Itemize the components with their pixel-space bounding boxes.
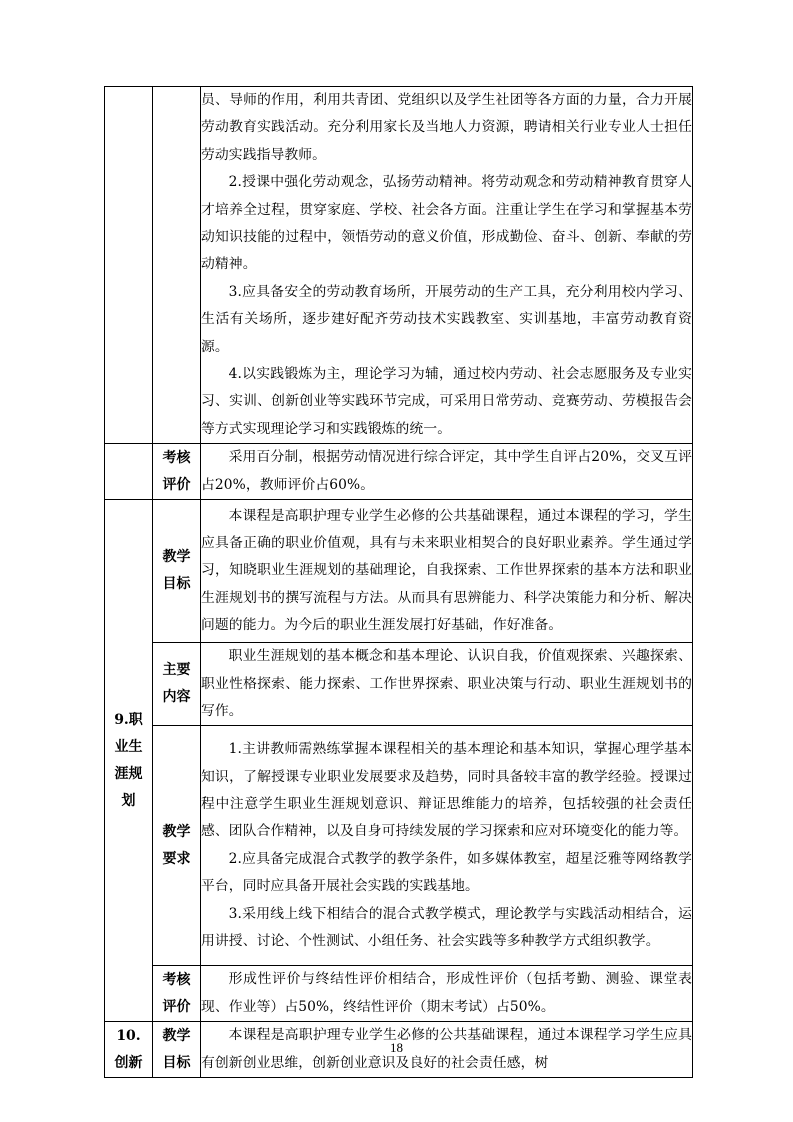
content-cell <box>201 643 693 726</box>
row-label <box>153 643 201 726</box>
paragraph: 4.以实践锻炼为主，理论学习为辅，通过校内劳动、社会志愿服务及专业实习、实训、创新创业等实践环节完成，可采用日常劳动、竞赛劳动、劳模报告会等方式实现理论学习和实践锻炼的统一。 <box>201 366 692 437</box>
course-table <box>104 86 693 1078</box>
label-line: 教学 <box>162 549 191 566</box>
page-number: 18 <box>390 1040 403 1055</box>
label-line: 教学 <box>162 1027 191 1044</box>
label-line: 主要 <box>162 662 191 679</box>
paragraph: 员、导师的作用，利用共青团、党组织以及学生社团等各方面的力量，合力开展劳动教育实践活动。充分利用家长及当地人力资源，聘请相关行业专业人士担任劳动实践指导教师。 <box>201 92 692 163</box>
title-line: 创新 <box>114 1054 143 1071</box>
table-row <box>105 500 693 643</box>
label-line: 评价 <box>162 476 191 493</box>
goal-cell <box>201 500 693 643</box>
table-row <box>105 444 693 500</box>
label-line: 考核 <box>162 971 191 988</box>
label-line: 教学 <box>162 823 191 840</box>
label-line: 目标 <box>162 1054 191 1071</box>
table-row <box>105 643 693 726</box>
labor-requirements-cell <box>201 87 693 444</box>
paragraph: 3.采用线上线下相结合的混合式教学模式，理论教学与实践活动相结合，运用讲授、讨论、个性测试、小组任务、社会实践等多种教学方式组织教学。 <box>201 905 692 950</box>
paragraph: 本课程是高职护理专业学生必修的公共基础课程，通过本课程学习学生应具有创新创业思维，创新创业意识及良好的社会责任感，树 <box>201 1027 692 1071</box>
course-title <box>105 500 153 1022</box>
empty-section-cell <box>105 87 153 444</box>
table-row <box>105 726 693 966</box>
title-line: 涯规 <box>114 765 143 782</box>
label-line: 考核 <box>162 449 191 466</box>
label-line: 内容 <box>162 689 191 706</box>
row-label <box>153 444 201 500</box>
requirements-cell <box>201 726 693 966</box>
label-line: 评价 <box>162 998 191 1015</box>
title-line: 9.职 <box>114 711 143 728</box>
paragraph: 2.应具备完成混合式教学的教学条件，如多媒体教室，超星泛雅等网络教学平台，同时应具备开展社会实践的实践基地。 <box>201 850 692 895</box>
paragraph: 1.主讲教师需熟练掌握本课程相关的基本理论和基本知识，掌握心理学基本知识，了解授课专业职业发展要求及趋势，同时具备较丰富的教学经验。授课过程中注意学生职业生涯规划意识、辩证思维能力的培养，包括较强的社会责任感、团队合作精神，以及自身可持续发展的学习探索和应对环境变化的能力等。 <box>201 741 692 840</box>
eval-cell <box>201 966 693 1022</box>
label-line: 要求 <box>162 850 191 867</box>
empty-section-cell <box>105 444 153 500</box>
title-line: 业生 <box>114 738 143 755</box>
empty-label-cell <box>153 87 201 444</box>
paragraph: 2.授课中强化劳动观念，弘扬劳动精神。将劳动观念和劳动精神教育贯穿人才培养全过程，贯穿家庭、学校、社会各方面。注重让学生在学习和掌握基本劳动知识技能的过程中，领悟劳动的意义价值，形成勤俭、奋斗、创新、奉献的劳动精神。 <box>201 174 692 273</box>
paragraph: 采用百分制，根据劳动情况进行综合评定，其中学生自评占20%，交叉互评占20%，教师评价占60%。 <box>201 449 692 493</box>
title-line: 10. <box>116 1027 141 1044</box>
paragraph: 3.应具备安全的劳动教育场所，开展劳动的生产工具，充分利用校内学习、生活有关场所，逐步建好配齐劳动技术实践教室、实训基地，丰富劳动教育资源。 <box>201 283 692 355</box>
table-row <box>105 87 693 444</box>
row-label <box>153 966 201 1022</box>
paragraph: 形成性评价与终结性评价相结合，形成性评价（包括考勤、测验、课堂表现、作业等）占50%，终结性评价（期末考试）占50%。 <box>201 971 692 1015</box>
paragraph: 本课程是高职护理专业学生必修的公共基础课程，通过本课程的学习，学生应具备正确的职业价值观，具有与未来职业相契合的良好职业素养。学生通过学习，知晓职业生涯规划的基础理论，自我探索、工作世界探索的基本方法和职业生涯规划书的撰写流程与方法。从而具有思辨能力、科学决策能力和分析、解决问题的能力。为今后的职业生涯发展打好基础，作好准备。 <box>201 507 692 634</box>
row-label <box>153 726 201 966</box>
row-label <box>153 500 201 643</box>
labor-eval-cell <box>201 444 693 500</box>
paragraph: 职业生涯规划的基本概念和基本理论、认识自我，价值观探索、兴趣探索、职业性格探索、能力探索、工作世界探索、职业决策与行动、职业生涯规划书的写作。 <box>201 648 692 719</box>
table-row <box>105 966 693 1022</box>
label-line: 目标 <box>162 576 191 593</box>
title-line: 划 <box>121 792 136 809</box>
